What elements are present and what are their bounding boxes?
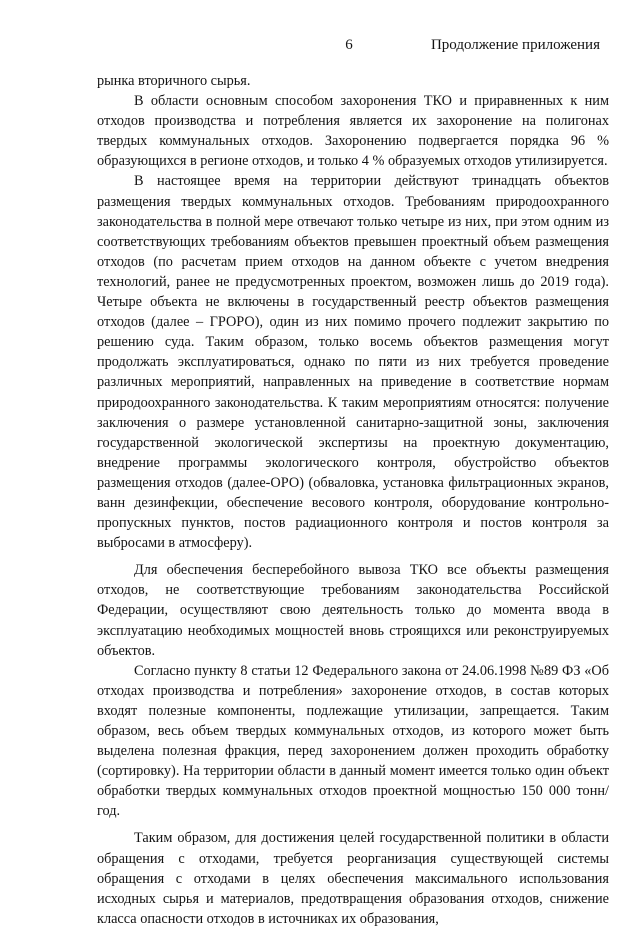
document-body (97, 71, 609, 929)
paragraph-continuation: рынка вторичного сырья. (97, 73, 251, 89)
paragraph-disposal: В области основным способом захоронения ТКО и приравненных к ним отходов производства и потребления является их захоронение на полигонах твердых коммунальных отходов. Захоронению подвергается порядка 96 % образующихся в регионе отходов, и только 4 % образуемых отходов утилизируется. (97, 93, 609, 170)
page-number: 6 (345, 37, 353, 53)
paragraph-facilities: В настоящее время на территории действуют тринадцать объектов размещения твердых коммунальных отходов. Требованиям природоохранного законодательства в полной мере отвечают только четыре из них, при этом одним из соответствующих требованиям объектов превышен проектный объем размещения отходов (по расчетам прием отходов на данном объекте с учетом внедрения технологий, ранее не предусмотренных проектом, возможен лишь до 2019 года). Четыре объекта не включены в государственный реестр объектов размещения отходов (далее – ГРОРО), один из них помимо прочего подлежит закрытию по решению суда. Таким образом, только восемь объектов размещения могут продолжать эксплуатироваться, однако по пяти из них требуется проведение различных мероприятий, направленных на приведение в соответствие нормам природоохранного законодательства. К таким мероприятиям относятся: получение заключения о размере установленной санитарно-защитной зоны, заключения государственной экологической экспертизы на проектную документацию, внедрение программы экологического контроля, обустройство объектов размещения отходов (далее-ОРО) (обваловка, установка фильтрационных экранов, ванн дезинфекции, обеспечение весового контроля, оборудование контрольно-пропускных пунктов, постов радиационного контроля и постов контроля за выбросами в атмосферу). (97, 173, 609, 552)
section-title: Продолжение приложения (430, 37, 600, 53)
paragraph-conclusion: Таким образом, для достижения целей государственной политики в области обращения с отходами, требуется реорганизация существующей системы обращения с отходами в целях обеспечения максимального использования исходных сырья и материалов, предотвращения образования отходов, снижение класса опасности отходов в источниках их образования, (97, 830, 609, 927)
paragraph-federal-law: Согласно пункту 8 статьи 12 Федерального закона от 24.06.1998 №89 ФЗ «Об отходах производства и потребления» захоронение отходов, в состав которых входят полезные компоненты, подлежащие утилизации, запрещается. Таким образом, весь объем твердых коммунальных отходов, из которого может быть выделена полезная фракция, перед захоронением должен проходить обработку (сортировку). На территории области в данный момент имеется только один объект обработки твердых коммунальных отходов проектной мощностью 150 000 тонн/год. (97, 662, 609, 820)
paragraph-removal: Для обеспечения бесперебойного вывоза ТКО все объекты размещения отходов, не соответствующие требованиям законодательства Российской Федерации, осуществляют свою деятельность только до момента ввода в эксплуатацию необходимых мощностей вновь строящихся или реконструируемых объектов. (97, 562, 609, 659)
